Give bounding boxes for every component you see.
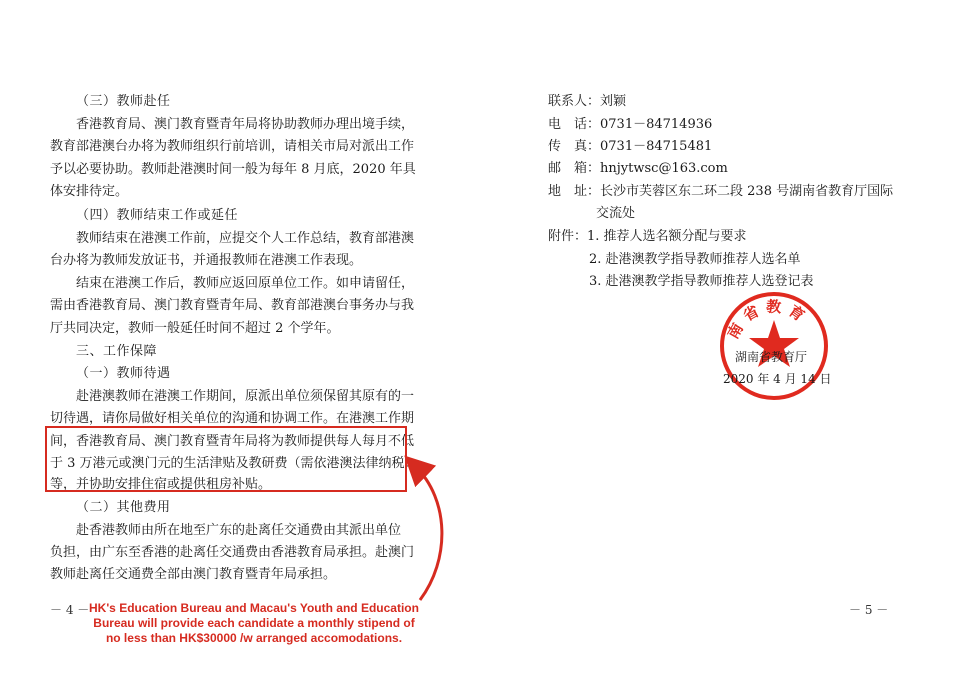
paragraph-line: 予以必要协助。教师赴港澳时间一般为每年 8 月底，2020 年具 [50,162,416,177]
contact-person: 刘颖 [600,94,627,109]
contact-fax-label: 传 真： [548,139,601,154]
paragraph-line: 需由香港教育局、澳门教育暨青年局、教育部港澳台事务办与我 [50,298,415,313]
seal-org-name: 湖南省教育厅 [735,350,808,364]
annotation-line: no less than HK$30000 /w arranged accomodations. [105,631,403,645]
paragraph-line: 负担，由广东至香港的赴离任交通费由香港教育局承担。赴澳门 [50,545,415,560]
page-number-left: － 4 － [50,603,90,617]
section-heading-work-guarantee: 三、工作保障 [76,344,158,359]
contact-email-label: 邮 箱： [548,161,601,176]
paragraph-line: 教师赴离任交通费全部由澳门教育暨青年局承担。 [50,567,337,582]
contact-phone-label: 电 话： [548,117,601,132]
highlight-box [45,426,407,492]
contact-address-label: 地 址： [548,184,601,199]
section-heading-teacher-treatment: （一）教师待遇 [76,366,171,381]
contact-phone: 0731－84714936 [600,117,713,132]
paragraph-line: 教师结束在港澳工作前，应提交个人工作总结，教育部港澳 [76,231,415,246]
paragraph-line: 教育部港澳台办将为教师组织行前培训，请相关市局对派出工作 [50,139,415,154]
document-date: 2020 年 4 月 14 日 [723,372,832,386]
annotation-line: HK's Education Bureau and Macau's Youth and Education [89,601,419,615]
attachments-label: 附件： [548,229,588,244]
svg-text:南省教育 [724,297,813,342]
highlighted-line: 于 3 万港元或澳门元的生活津贴及教研费（需依港澳法律纳税） [50,456,418,471]
contact-address: 长沙市芙蓉区东二环二段 238 号湖南省教育厅国际 [600,184,894,199]
seal-arc-text: 南省教育 [723,297,813,342]
annotation-line: Bureau will provide each candidate a monthly stipend of [93,616,415,630]
contact-person-row [548,94,626,110]
attachments-row [548,229,747,245]
paragraph-line: 切待遇，请你局做好相关单位的沟通和协调工作。在港澳工作期 [50,411,415,426]
section-heading-other-costs: （二）其他费用 [76,500,171,515]
highlighted-line: 间，香港教育局、澳门教育暨青年局将为教师提供每人每月不低 [50,434,415,449]
attachment-item: 3. 赴港澳教学指导教师推荐人选登记表 [589,274,814,289]
contact-phone-row [548,117,712,133]
attachment-item: 2. 赴港澳教学指导教师推荐人选名单 [589,252,801,267]
paragraph-line: 台办将为教师发放证书，并通报教师在港澳工作表现。 [50,253,363,268]
section-heading-teacher-departure: （三）教师赴任 [76,94,171,109]
paragraph-line: 结束在港澳工作后，教师应返回原单位工作。如申请留任， [76,276,415,291]
contact-fax-row [548,139,712,155]
section-heading-work-end: （四）教师结束工作或延任 [76,208,239,223]
paragraph-line: 体安排待定。 [50,184,129,199]
highlighted-line: 等，并协助安排住宿或提供租房补贴。 [50,477,272,492]
paragraph-line: 厅共同决定，教师一般延任时间不超过 2 个学年。 [50,321,340,336]
paragraph-line: 香港教育局、澳门教育暨青年局将协助教师办理出境手续， [76,117,415,132]
paragraph-line: 赴港澳教师在港澳工作期间，原派出单位须保留其原有的一 [76,389,415,404]
contact-address-line2: 交流处 [596,206,636,221]
contact-email: hnjytwsc@163.com [600,161,728,176]
contact-person-label: 联系人： [548,94,601,109]
contact-email-row [548,161,728,177]
page-number-right: － 5 － [849,603,889,617]
paragraph-line: 赴香港教师由所在地至广东的赴离任交通费由其派出单位 [76,523,402,538]
contact-address-row [548,184,893,200]
attachment-item: 1. 推荐人选名额分配与要求 [587,229,747,244]
contact-fax: 0731－84715481 [600,139,713,154]
annotation-text [84,601,424,646]
